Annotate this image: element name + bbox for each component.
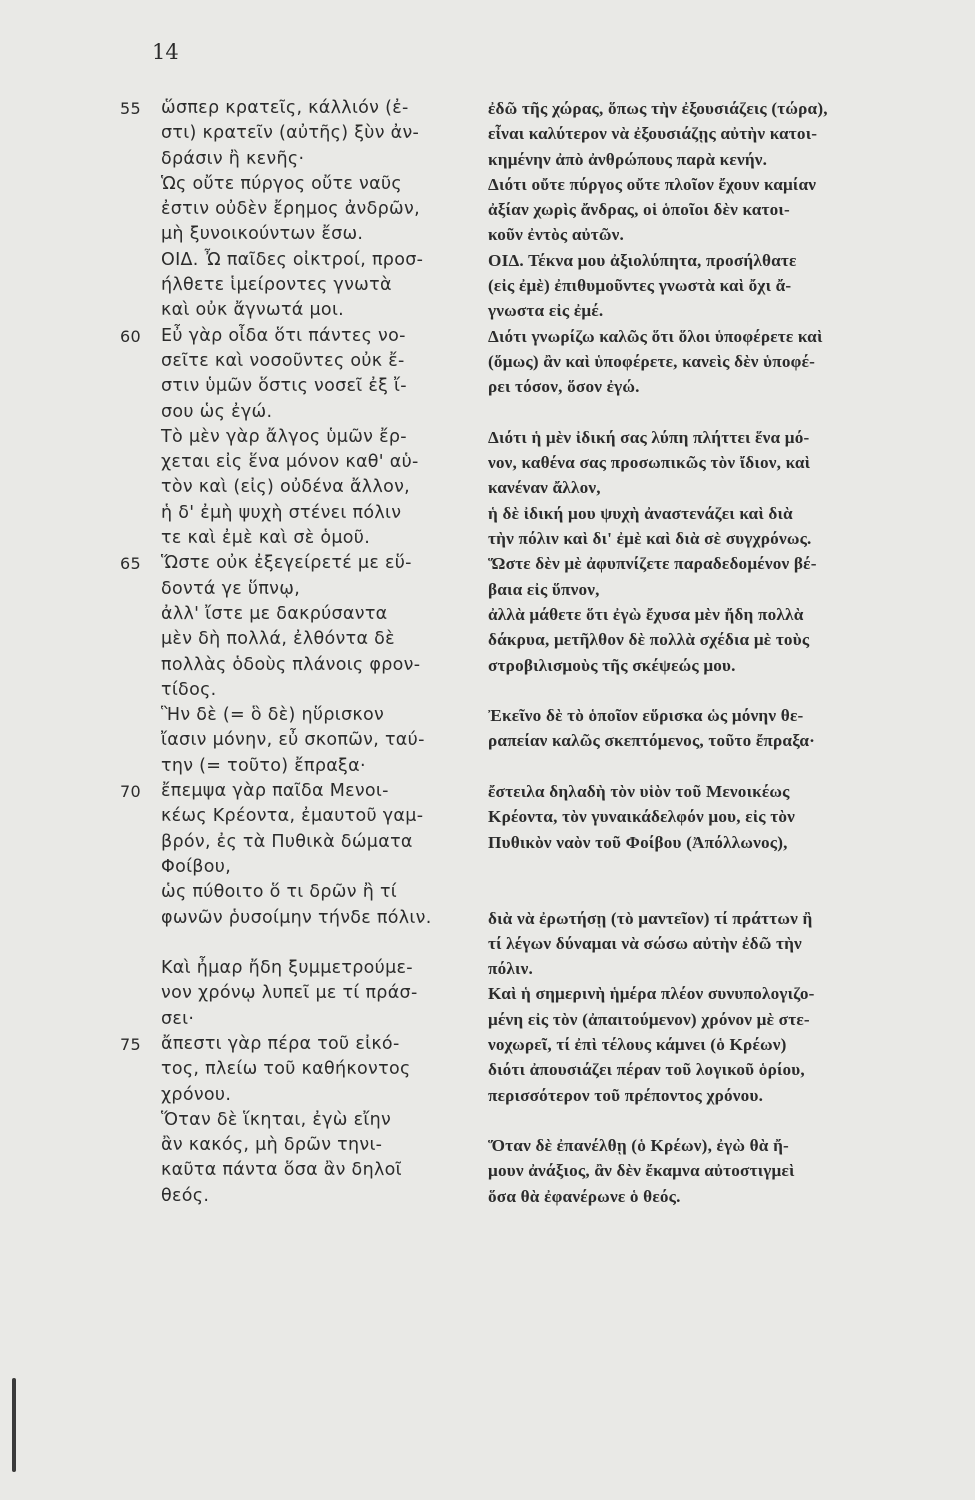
verse-line xyxy=(120,1133,480,1158)
translation-line: πόλιν. xyxy=(488,959,533,979)
verse-line xyxy=(120,273,480,298)
translation-line: κοῦν ἐντὸς αὐτῶν. xyxy=(488,225,624,245)
verse-line xyxy=(120,248,480,273)
verse-line xyxy=(120,1032,480,1057)
verse-line xyxy=(120,678,480,703)
verse-line xyxy=(120,779,480,804)
verse-text: Ὡς οὔτε πύργος οὔτε ναῦς xyxy=(161,173,402,194)
page-number: 14 xyxy=(152,40,179,64)
verse-text: ἔπεμψα γὰρ παῖδα Μενοι- xyxy=(161,781,389,802)
translation-line: ΟΙΔ. Τέκνα μου ἀξιολύπητα, προσήλθατε xyxy=(488,250,797,270)
verse-text: Ἣν δὲ (= ὃ δὲ) ηὕρισκον xyxy=(161,705,385,726)
modern-greek-translation-column xyxy=(488,96,938,1209)
translation-line: νοχωρεῖ, τί ἐπὶ τέλους κάμνει (ὁ Κρέων) xyxy=(488,1034,787,1054)
translation-line: ρει τόσον, ὅσον ἐγώ. xyxy=(488,377,640,397)
verse-text: Ὥστε οὐκ ἐξεγείρετέ με εὕ- xyxy=(161,553,412,574)
verse-text: Φοίβου, xyxy=(161,856,232,877)
translation-line: (εἰς ἐμὲ) ἐπιθυμοῦντες γνωστὰ καὶ ὄχι ἄ- xyxy=(488,276,792,296)
verse-text: πολλὰς ὁδοὺς πλάνοις φρον- xyxy=(161,654,421,675)
verse-line xyxy=(120,298,480,323)
translation-line: μουν ἀνάξιος, ἂν δὲν ἔκαμνα αὐτοστιγμεὶ xyxy=(488,1161,795,1181)
translation-line: ραπείαν καλῶς σκεπτόμενος, τοῦτο ἔπραξα· xyxy=(488,731,816,751)
verse-line xyxy=(120,906,480,931)
translation-line: βαια εἰς ὕπνον, xyxy=(488,579,600,599)
verse-text: ἄπεστι γὰρ πέρα τοῦ εἰκό- xyxy=(161,1033,400,1054)
verse-text: ὥσπερ κρατεῖς, κάλλιόν (ἐ- xyxy=(161,98,409,118)
verse-line xyxy=(120,121,480,146)
verse-text: κέως Κρέοντα, ἐμαυτοῦ γαμ- xyxy=(161,806,424,827)
verse-line xyxy=(120,147,480,172)
translation-line: ἀξίαν χωρὶς ἄνδρας, οἱ ὁποῖοι δὲν κατοι- xyxy=(488,200,790,220)
verse-line xyxy=(120,754,480,779)
verse-text: σου ὡς ἐγώ. xyxy=(161,401,273,422)
verse-line xyxy=(120,1108,480,1133)
verse-line xyxy=(120,96,480,121)
verse-text: καὶ οὐκ ἄγνωτά μοι. xyxy=(161,300,345,321)
verse-text: ἡ δ' ἐμὴ ψυχὴ στένει πόλιν xyxy=(161,502,402,523)
verse-line xyxy=(120,1184,480,1209)
verse-text: ὡς πύθοιτο ὅ τι δρῶν ἢ τί xyxy=(161,882,397,903)
verse-line xyxy=(120,627,480,652)
verse-line xyxy=(120,602,480,627)
translation-line: Διότι οὔτε πύργος οὔτε πλοῖον ἔχουν καμίαν xyxy=(488,174,817,194)
verse-text: τος, πλείω τοῦ καθήκοντος xyxy=(161,1059,411,1080)
verse-line xyxy=(120,324,480,349)
verse-line xyxy=(120,830,480,855)
verse-text: Τὸ μὲν γὰρ ἄλγος ὑμῶν ἔρ- xyxy=(161,426,407,447)
translation-line: κανέναν ἄλλον, xyxy=(488,478,601,498)
verse-line xyxy=(120,425,480,450)
translation-line: Ὥστε δὲν μὲ ἀφυπνίζετε παραδεδομένον βέ- xyxy=(488,554,817,574)
verse-line xyxy=(120,804,480,829)
translation-line: Κρέοντα, τὸν γυναικάδελφόν μου, εἰς τὸν xyxy=(488,807,796,827)
verse-text: χρόνου. xyxy=(161,1084,232,1105)
verse-line xyxy=(120,855,480,880)
verse-text: ΟΙΔ. Ὦ παῖδες οἰκτροί, προσ- xyxy=(161,249,424,270)
translation-line: περισσότερον τοῦ πρέποντος χρόνου. xyxy=(488,1085,764,1105)
translation-line: Διότι ἡ μὲν ἰδική σας λύπη πλήττει ἕνα μό- xyxy=(488,427,810,447)
verse-line xyxy=(120,501,480,526)
verse-text: ήλθετε ἱμείροντες γνωτὰ xyxy=(161,275,392,296)
verse-text: ἐστιν οὐδὲν ἔρημος ἀνδρῶν, xyxy=(161,199,420,220)
verse-text: σεῖτε καὶ νοσοῦντες οὐκ ἔ- xyxy=(161,350,405,371)
line-number: 60 xyxy=(120,326,141,346)
scan-edge-mark xyxy=(12,1378,16,1472)
verse-line xyxy=(120,728,480,753)
translation-line: Καὶ ἡ σημερινὴ ἡμέρα πλέον συνυπολογιζο- xyxy=(488,984,815,1004)
translation-line: ἡ δὲ ἰδική μου ψυχὴ ἀναστενάζει καὶ διὰ xyxy=(488,503,793,523)
verse-text: την (= τοῦτο) ἔπραξα· xyxy=(161,755,366,776)
line-number: 55 xyxy=(120,99,141,118)
line-number: 70 xyxy=(120,782,141,802)
verse-text: Ὅταν δὲ ἵκηται, ἐγὼ εἴην xyxy=(161,1109,392,1130)
translation-line: Διότι γνωρίζω καλῶς ὅτι ὅλοι ὑποφέρετε καὶ xyxy=(488,326,823,346)
verse-text: βρόν, ἐς τὰ Πυθικὰ δώματα xyxy=(161,831,413,852)
verse-text: μὲν δὴ πολλά, ἐλθόντα δὲ xyxy=(161,629,395,650)
verse-line xyxy=(120,475,480,500)
verse-text: δράσιν ἢ κενῆς· xyxy=(161,148,305,169)
verse-text: μὴ ξυνοικούντων ἔσω. xyxy=(161,224,364,245)
translation-line: Πυθικὸν ναὸν τοῦ Φοίβου (Ἀπόλλωνος), xyxy=(488,832,788,852)
translation-line: δάκρυα, μετῆλθον δὲ πολλὰ σχέδια μὲ τοὺς xyxy=(488,630,810,650)
verse-text: Εὖ γὰρ οἶδα ὅτι πάντες νο- xyxy=(161,325,406,346)
translation-gap xyxy=(488,754,938,779)
verse-line xyxy=(120,1083,480,1108)
verse-text: σει· xyxy=(161,1008,195,1029)
verse-text: ἴασιν μόνην, εὖ σκοπῶν, ταύ- xyxy=(161,730,425,751)
translation-line: Ἐκεῖνο δὲ τὸ ὁποῖον εὕρισκα ὡς μόνην θε- xyxy=(488,706,804,726)
verse-line xyxy=(120,526,480,551)
verse-text: τὸν καὶ (εἰς) οὐδένα ἄλλον, xyxy=(161,477,411,498)
verse-text: τίδος. xyxy=(161,679,217,700)
verse-line xyxy=(120,450,480,475)
translation-line: ἀλλὰ μάθετε ὅτι ἐγὼ ἔχυσα μὲν ἤδη πολλὰ xyxy=(488,604,804,624)
translation-line: τί λέγων δύναμαι νὰ σώσω αὐτὴν ἐδῶ τὴν xyxy=(488,933,802,953)
verse-line xyxy=(120,703,480,728)
translation-gap xyxy=(488,855,938,880)
translation-line: διὰ νὰ ἐρωτήσῃ (τὸ μαντεῖον) τί πράττων ἢ xyxy=(488,908,813,928)
verse-line xyxy=(120,551,480,576)
verse-line xyxy=(120,1007,480,1032)
translation-line: Ὅταν δὲ ἐπανέλθῃ (ὁ Κρέων), ἐγὼ θὰ ἤ- xyxy=(488,1136,789,1156)
verse-line xyxy=(120,197,480,222)
translation-line: ὅσα θὰ ἐφανέρωνε ὁ θεός. xyxy=(488,1186,681,1206)
verse-line xyxy=(120,172,480,197)
verse-line xyxy=(120,653,480,678)
verse-line xyxy=(120,577,480,602)
line-number: 75 xyxy=(120,1034,141,1054)
verse-line xyxy=(120,374,480,399)
translation-line: τὴν πόλιν καὶ δι' ἐμὲ καὶ διὰ σὲ συγχρόνως. xyxy=(488,529,812,549)
translation-gap xyxy=(488,1108,938,1133)
verse-text: θεός. xyxy=(161,1185,210,1206)
verse-line xyxy=(120,1057,480,1082)
greek-original-column xyxy=(120,96,480,1209)
verse-text: Καὶ ἦμαρ ἤδη ξυμμετρούμε- xyxy=(161,958,413,979)
verse-text: νον χρόνῳ λυπεῖ με τί πράσ- xyxy=(161,983,418,1004)
verse-line xyxy=(120,222,480,247)
verse-line xyxy=(120,880,480,905)
verse-line xyxy=(120,981,480,1006)
translation-line: διότι ἀπουσιάζει πέραν τοῦ λογικοῦ ὁρίου, xyxy=(488,1060,805,1080)
translation-gap xyxy=(488,400,938,425)
translation-gap xyxy=(488,678,938,703)
verse-line xyxy=(120,931,480,956)
translation-line: ἐδῶ τῆς χώρας, ὅπως τὴν ἐξουσιάζεις (τώρα), xyxy=(488,99,828,118)
verse-text: φωνῶν ῥυσοίμην τήνδε πόλιν. xyxy=(161,907,432,928)
translation-gap xyxy=(488,880,938,905)
verse-text: στιν ὑμῶν ὅστις νοσεῖ ἐξ ἴ- xyxy=(161,376,407,397)
verse-text: ἀλλ' ἴστε με δακρύσαντα xyxy=(161,603,388,624)
translation-line: στροβιλισμοὺς τῆς σκέψεώς μου. xyxy=(488,655,736,675)
translation-line: νον, καθένα σας προσωπικῶς τὸν ἴδιον, καὶ xyxy=(488,453,811,473)
verse-line xyxy=(120,349,480,374)
translation-line: κημένην ἀπὸ ἀνθρώπους παρὰ κενήν. xyxy=(488,149,768,169)
verse-text: καῦτα πάντα ὅσα ἂν δηλοῖ xyxy=(161,1160,402,1181)
verse-text: χεται εἰς ἕνα μόνον καθ' αὑ- xyxy=(161,452,419,473)
verse-text: ἂν κακός, μὴ δρῶν τηνι- xyxy=(161,1135,383,1156)
verse-line xyxy=(120,400,480,425)
translation-line: εἶναι καλύτερον νὰ ἐξουσιάζῃς αὐτὴν κατοι- xyxy=(488,124,818,144)
translation-line: μένη εἰς τὸν (ἀπαιτούμενον) χρόνον μὲ στε- xyxy=(488,1009,810,1029)
verse-line xyxy=(120,956,480,981)
verse-text: στι) κρατεῖν (αὐτῆς) ξὺν ἀν- xyxy=(161,123,420,144)
verse-line xyxy=(120,1158,480,1183)
line-number: 65 xyxy=(120,554,141,574)
verse-text: δοντά γε ὕπνῳ, xyxy=(161,578,301,599)
translation-line: (ὅμως) ἂν καὶ ὑποφέρετε, κανεὶς δὲν ὑποφέ- xyxy=(488,351,816,371)
translation-line: ἔστειλα δηλαδὴ τὸν υἱὸν τοῦ Μενοικέως xyxy=(488,782,790,802)
translation-line: γνωστα εἰς ἐμέ. xyxy=(488,301,604,321)
verse-text: τε καὶ ἐμὲ καὶ σὲ ὁμοῦ. xyxy=(161,528,371,549)
